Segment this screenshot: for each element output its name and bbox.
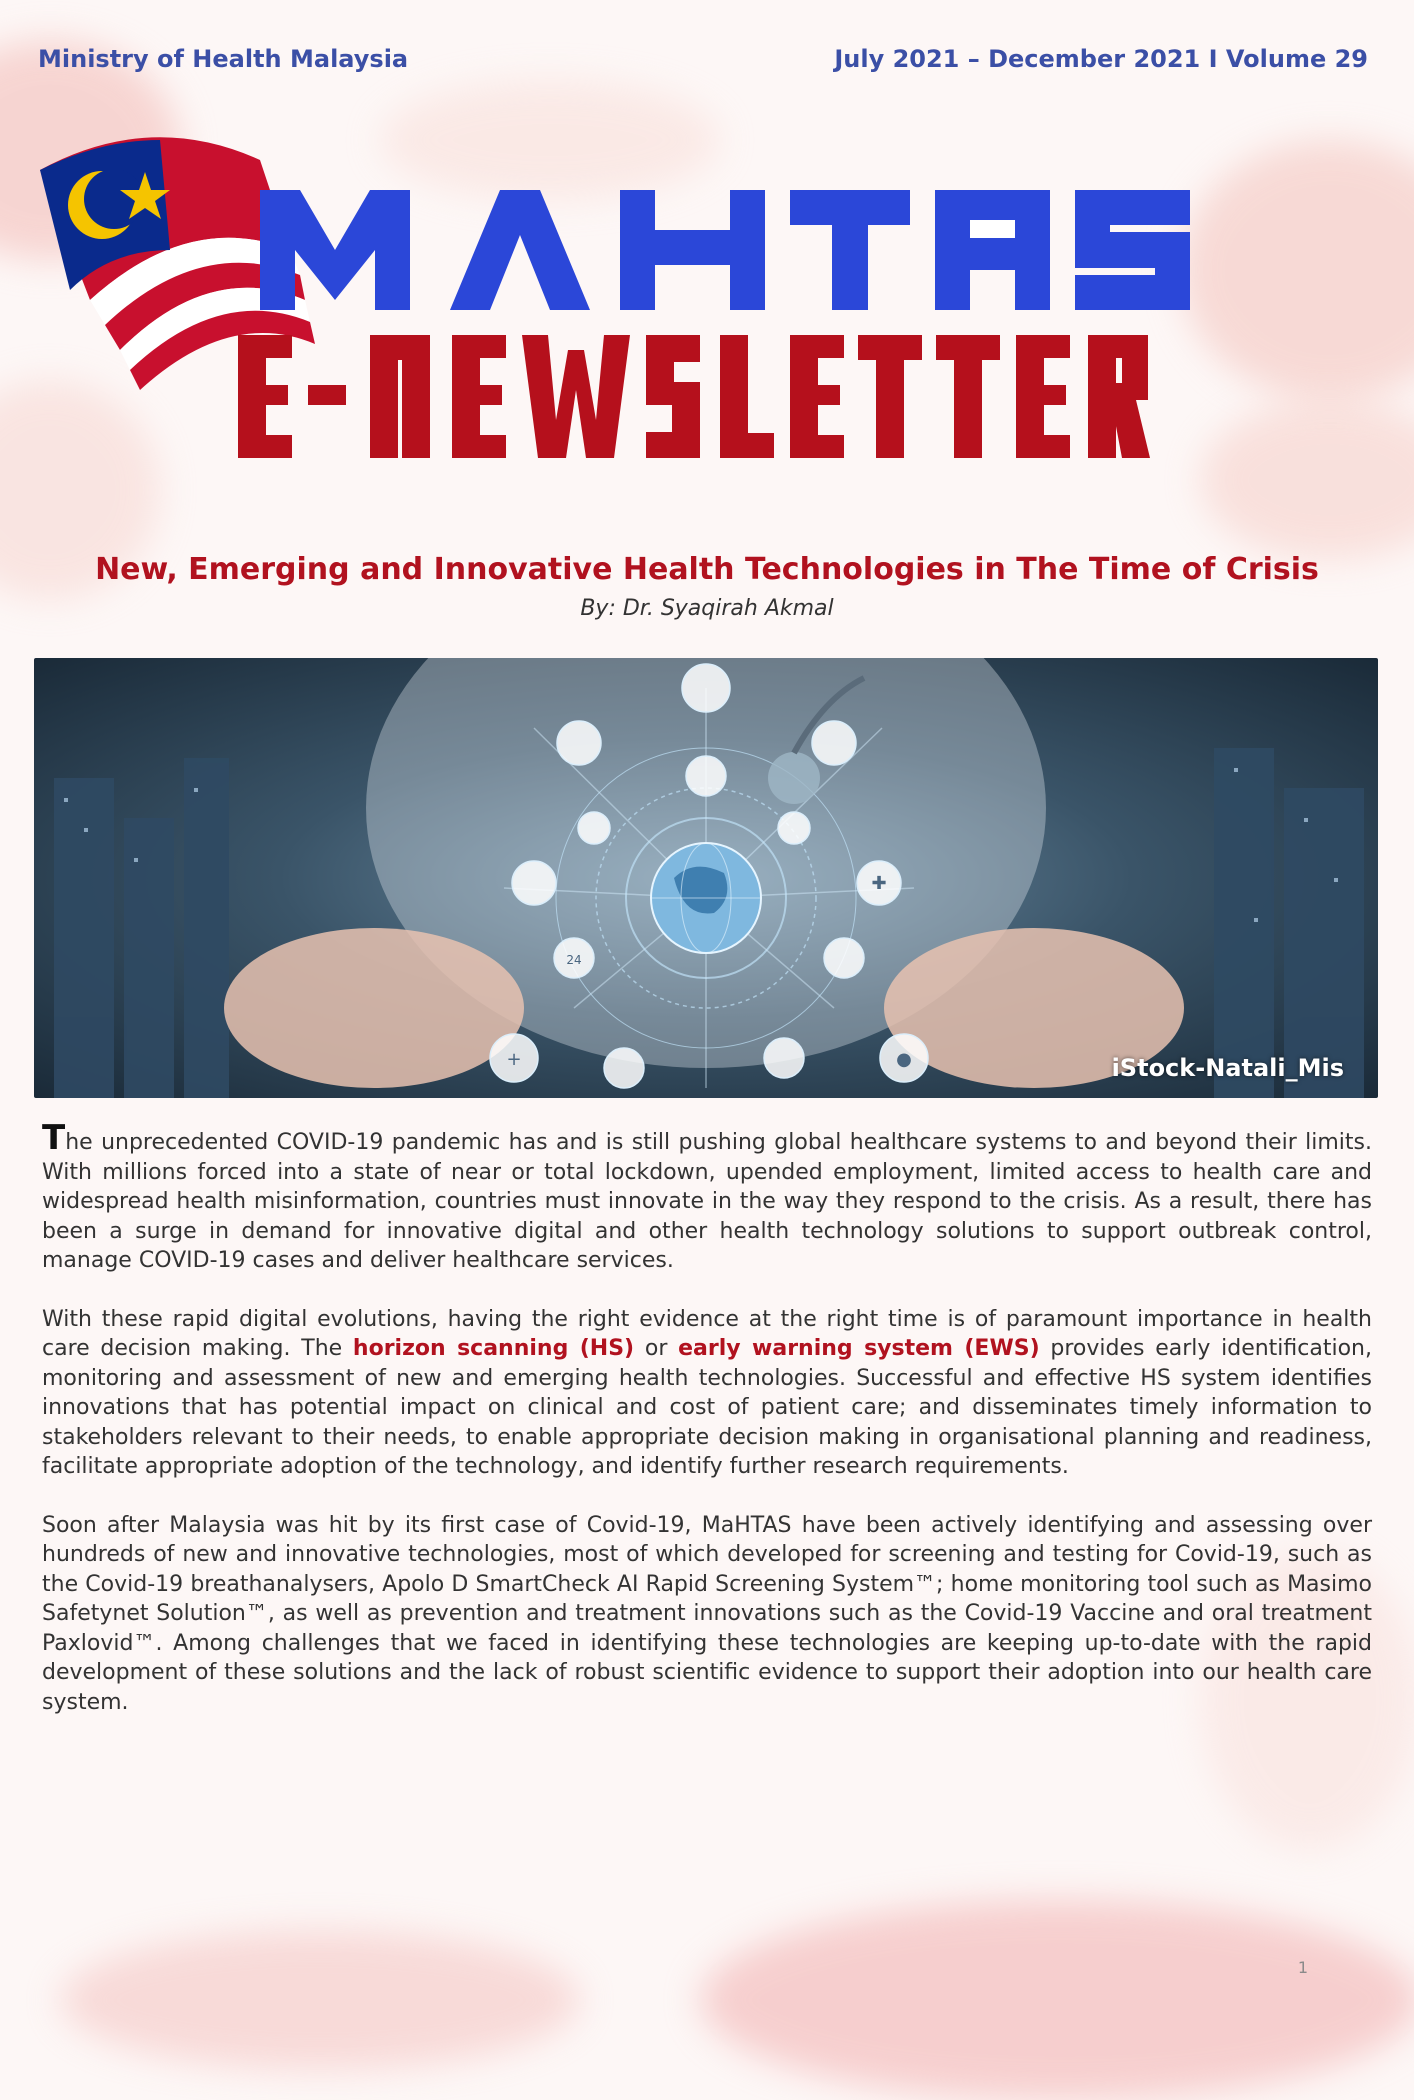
paragraph-2-text-c: provides early identification, monitoring and assessment of new and emerging health technologies. Successful and effective HS system identifies innovations that has potential impact on clinical and cost of patient care; and disseminates timely information to stakeholders relevant to their needs, to enable appropriate decision making in organisational planning and readiness, facilitate appropriate adoption of the technology, and identify further research requirements. [42,1336,1372,1479]
svg-text:✚: ✚ [871,873,887,894]
image-credit: iStock-Natali_Mis [1111,1054,1344,1082]
masthead-logo [30,100,1320,480]
ambulance-icon [682,664,730,712]
eye-icon [778,812,810,844]
page-number: 1 [1297,1958,1308,1977]
chat-icon [764,1038,804,1078]
paragraph-2-text-b: or [634,1336,679,1361]
hero-image [34,658,1378,1098]
globe-icon [651,843,761,953]
article-body [42,1118,1372,1746]
organization-name: Ministry of Health Malaysia [38,45,409,73]
paragraph-3 [42,1511,1372,1718]
highlight-horizon-scanning: horizon scanning (HS) [352,1336,635,1361]
paragraph-2-text-a: With these rapid digital evolutions, having the right evidence at the right time is of paramount importance in health care decision making. The [42,1306,1372,1361]
paragraph-2 [42,1305,1372,1482]
paragraph-3-text: Soon after Malaysia was hit by its first case of Covid-19, MaHTAS have been actively identifying and assessing over hundreds of new and innovative technologies, most of which developed for screening and testing for Covid-19, such as the Covid-19 breathanalysers, Apolo D SmartCheck AI Rapid Screening System™; home monitoring tool such as Masimo Safetynet Solution™, as well as prevention and treatment innovations such as the Covid-19 Vaccine and oral treatment Paxlovid™. Among challenges that we faced in identifying these technologies are keeping up-to-date with the rapid development of these solutions and the lack of robust scientific evidence to support their adoption into our health care system. [42,1512,1372,1715]
shield-icon [557,721,601,765]
lab-icon [812,721,856,765]
flask-icon [512,861,556,905]
phone-icon [686,756,726,796]
svg-text:24: 24 [566,953,582,967]
issue-info: July 2021 – December 2021 I Volume 29 [834,45,1368,73]
paragraph-1-text: he unprecedented COVID-19 pandemic has and is still pushing global healthcare systems to and beyond their limits. With millions forced into a state of near or total lockdown, upended employment, limited access to health care and widespread health misinformation, countries must innovate in the way they respond to the crisis. As a result, there has been a surge in demand for innovative digital and other health technology solutions to support outbreak control, manage COVID-19 cases and deliver healthcare services. [42,1130,1372,1273]
watercolor-bg [60,1930,580,2070]
watercolor-bg [700,1900,1414,2100]
microscope-icon [824,938,864,978]
highlight-early-warning-system: early warning system (EWS) [678,1336,1040,1361]
svg-text:+: + [506,1049,522,1070]
article-byline: By: Dr. Syaqirah Akmal [580,596,834,621]
article-title: New, Emerging and Innovative Health Technologies in The Time of Crisis [95,552,1319,587]
svg-text:●: ● [896,1049,912,1070]
masthead-title-mahtas [260,190,1190,310]
paragraph-1 [42,1118,1372,1276]
drop-cap: T [42,1118,66,1158]
masthead-subtitle-enewsletter [238,335,1150,458]
pill-icon [604,1048,644,1088]
thermometer-icon [578,812,610,844]
